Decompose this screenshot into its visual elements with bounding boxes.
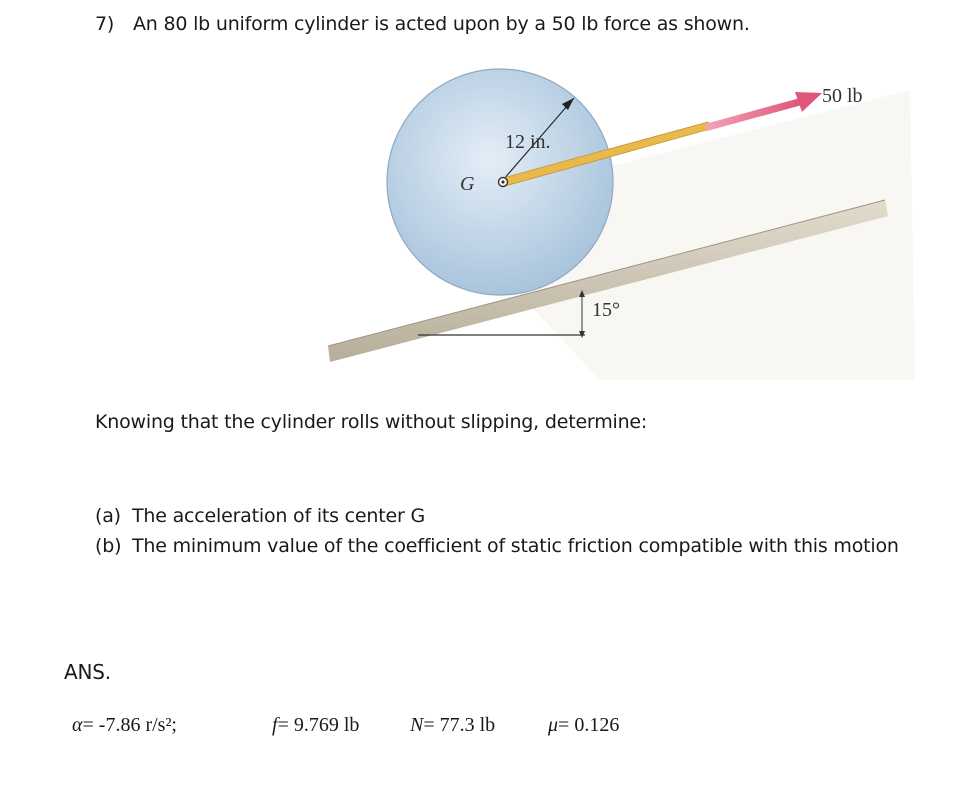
problem-text: An 80 lb uniform cylinder is acted upon by a 50 lb force as shown. [133, 13, 750, 35]
force-label: 50 lb [822, 85, 863, 107]
part-a-label: (a) [95, 505, 121, 527]
mu-value: = 0.126 [558, 714, 620, 736]
friction-symbol: f [272, 714, 278, 736]
alpha-symbol: α [72, 714, 83, 736]
figure-svg [300, 50, 920, 390]
answer-mu [548, 714, 619, 737]
part-b [95, 535, 899, 557]
center-label: G [460, 173, 475, 195]
normal-symbol: N [410, 714, 424, 736]
part-b-label: (b) [95, 535, 122, 557]
alpha-value: = -7.86 r/s²; [82, 714, 177, 736]
angle-label: 15° [592, 299, 620, 321]
problem-statement [95, 13, 750, 35]
problem-number: 7) [95, 13, 115, 35]
radius-label: 12 in. [505, 131, 551, 153]
normal-value: = 77.3 lb [423, 714, 496, 736]
part-a-text: The acceleration of its center G [132, 505, 425, 527]
answer-friction [272, 714, 359, 737]
answer-alpha [72, 714, 177, 737]
knowing-statement: Knowing that the cylinder rolls without slipping, determine: [95, 411, 648, 433]
force-arrowhead-icon [795, 92, 822, 112]
part-b-text: The minimum value of the coefficient of static friction compatible with this motion [132, 535, 899, 557]
answer-normal [410, 714, 495, 737]
answer-heading: ANS. [64, 660, 111, 684]
mu-symbol: μ [548, 714, 559, 736]
center-dot [501, 180, 504, 183]
friction-value: = 9.769 lb [277, 714, 360, 736]
cylinder-figure [300, 50, 920, 390]
part-a [95, 505, 425, 527]
